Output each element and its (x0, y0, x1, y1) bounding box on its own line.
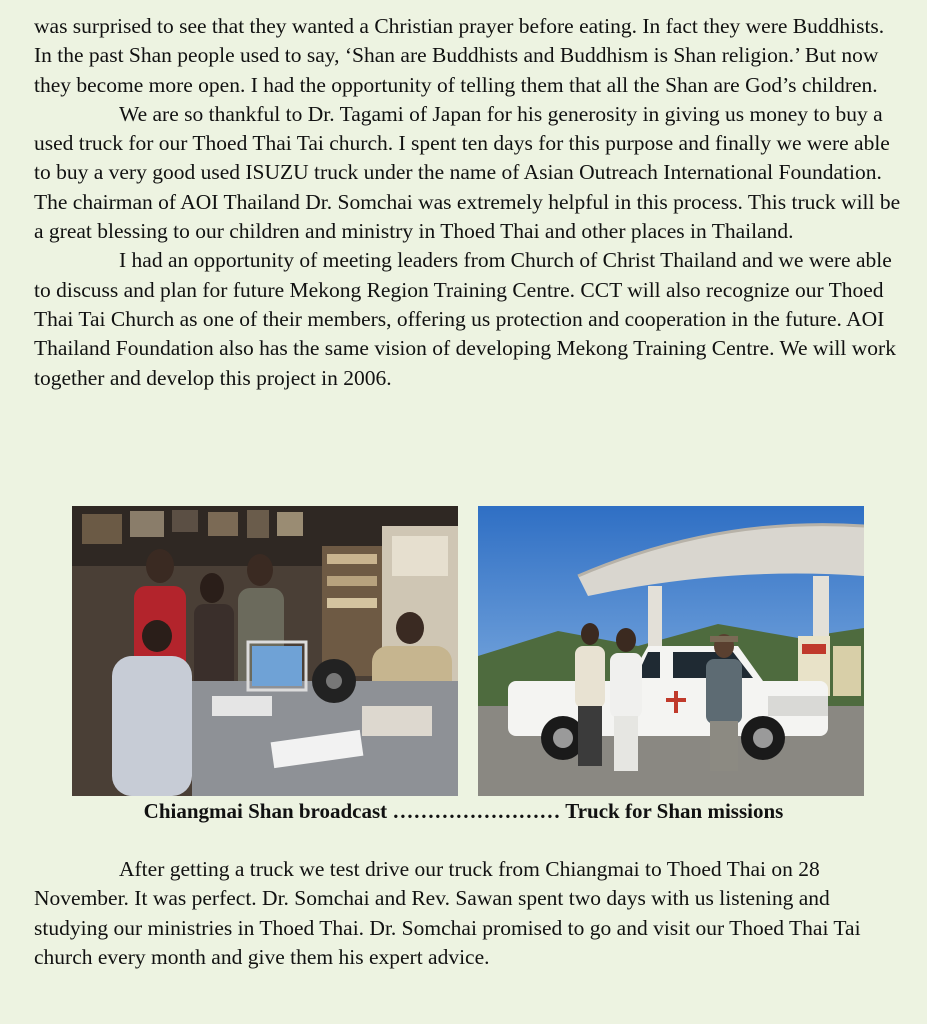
mission-truck-photo (478, 506, 864, 796)
paragraph: I had an opportunity of meeting leaders from Church of Christ Thailand and we were able to discuss and plan for future Mekong Region Training Centre. CCT will also recognize our Thoed Thai Tai Church as one of their members, offering us protection and cooperation in the future. AOI Thailand Foundation also has the same vision of developing Mekong Training Centre. We will work together and develop this project in 2006. (34, 248, 896, 390)
body-text-bottom (34, 855, 904, 972)
photo-caption: Chiangmai Shan broadcast …………………… Truck for Shan missions (143, 799, 784, 823)
broadcast-studio-photo (72, 506, 458, 796)
paragraph: After getting a truck we test drive our truck from Chiangmai to Thoed Thai on 28 November. It was perfect. Dr. Somchai and Rev. Sawan spent two days with us listening and studying our ministries in Thoed Thai. Dr. Somchai promised to go and visit our Thoed Thai Tai church every month and give them his expert advice. (34, 857, 861, 969)
body-text-top (34, 12, 904, 393)
paragraph: We are so thankful to Dr. Tagami of Japan for his generosity in giving us money to buy a used truck for our Thoed Thai Tai church. I spent ten days for this purpose and finally we were able to buy a very good used ISUZU truck under the name of Asian Outreach International Foundation. The chairman of AOI Thailand Dr. Somchai was extremely helpful in this process. This truck will be a great blessing to our children and ministry in Thoed Thai and other places in Thailand. (34, 101, 901, 244)
paragraph: was surprised to see that they wanted a Christian prayer before eating. In fact they were Buddhists. In the past Shan people used to say, ‘Shan are Buddhists and Buddhism is Shan religion.’ But now they become more open. I had the opportunity of telling them that all the Shan are God’s children. (34, 14, 885, 97)
